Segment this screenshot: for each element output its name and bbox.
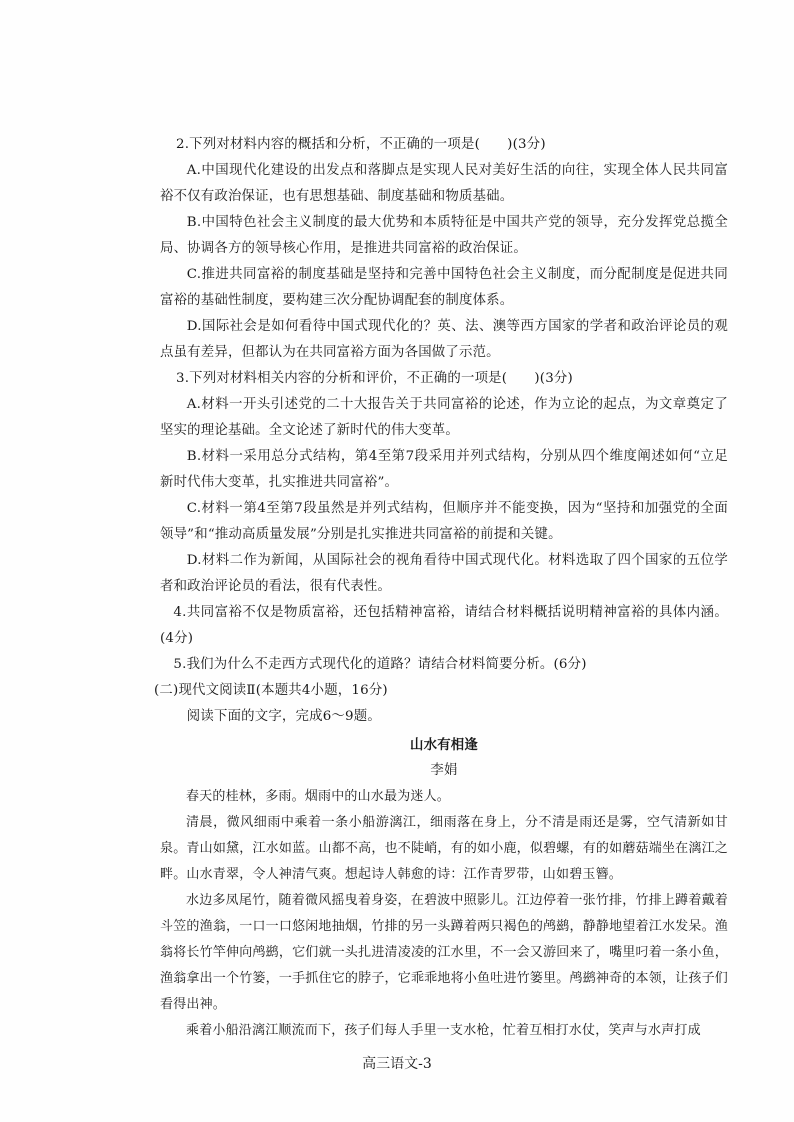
section-heading: (二)现代文阅读Ⅱ(本题共4小题，16分) bbox=[154, 683, 388, 698]
question-3-option-d: D.材料二作为新闻，从国际社会的视角看待中国式现代化。材料选取了四个国家的五位学者和政治评论员的看法，很有代表性。 bbox=[160, 553, 728, 594]
page-footer: 高三语文-3 bbox=[362, 1056, 432, 1072]
question-2-option-c: C.推进共同富裕的制度基础是坚持和完善中国特色社会主义制度，而分配制度是促进共同富裕的基础性制度，要构建三次分配协调配套的制度体系。 bbox=[160, 267, 728, 308]
question-2-option-b: B.中国特色社会主义制度的最大优势和本质特征是中国共产党的领导，充分发挥党总揽全局、协调各方的领导核心作用，是推进共同富裕的政治保证。 bbox=[160, 215, 728, 256]
section-instruction: 阅读下面的文字，完成6～9题。 bbox=[186, 709, 381, 724]
essay-author: 李娟 bbox=[430, 763, 458, 778]
question-3-option-c: C.材料一第4至第7段虽然是并列式结构，但顺序并不能变换，因为“坚持和加强党的全面领导”和“推动高质量发展”分别是扎实推进共同富裕的前提和关键。 bbox=[160, 501, 728, 542]
page-content bbox=[154, 132, 728, 1044]
essay-paragraph: 水边多凤尾竹，随着微风摇曳着身姿，在碧波中照影儿。江边停着一张竹排，竹排上蹲着戴着斗笠的渔翁，一口一口悠闲地抽烟，竹排的另一头蹲着两只褐色的鸬鹚，静静地望着江水发呆。渔翁将长竹竿伸向鸬鹚，它们就一头扎进清凌凌的江水里，不一会又游回来了，嘴里叼着一条小鱼，渔翁拿出一个竹篓，一手抓住它的脖子，它乖乖地将小鱼吐进竹篓里。鸬鹚神奇的本领，让孩子们看得出神。 bbox=[160, 893, 728, 1012]
essay-title: 山水有相逢 bbox=[410, 737, 478, 753]
essay-paragraph: 春天的桂林，多雨。烟雨中的山水最为迷人。 bbox=[186, 789, 451, 804]
essay-paragraph: 清晨，微风细雨中乘着一条小船游漓江，细雨落在身上，分不清是雨还是雾，空气清新如甘泉。青山如黛，江水如蓝。山都不高，也不陡峭，有的如小鹿，似碧螺，有的如蘑菇端坐在漓江之畔。山水青翠，令人神清气爽。想起诗人韩愈的诗：江作青罗带，山如碧玉簪。 bbox=[160, 815, 728, 882]
essay-paragraph: 乘着小船沿漓江顺流而下，孩子们每人手里一支水枪，忙着互相打水仗，笑声与水声打成 bbox=[186, 1023, 701, 1038]
question-2-option-a: A.中国现代化建设的出发点和落脚点是实现人民对美好生活的向往，实现全体人民共同富裕不仅有政治保证，也有思想基础、制度基础和物质基础。 bbox=[160, 163, 728, 204]
question-3-option-b: B.材料一采用总分式结构，第4至第7段采用并列式结构，分别从四个维度阐述如何“立足新时代伟大变革，扎实推进共同富裕”。 bbox=[160, 449, 728, 490]
question-2-stem: 2.下列对材料内容的概括和分析，不正确的一项是( )(3分) bbox=[176, 137, 546, 152]
question-5: 5.我们为什么不走西方式现代化的道路？请结合材料简要分析。(6分) bbox=[173, 657, 587, 672]
question-3-option-a: A.材料一开头引述党的二十大报告关于共同富裕的论述，作为立论的起点，为文章奠定了坚实的理论基础。全文论述了新时代的伟大变革。 bbox=[160, 397, 728, 438]
question-3-stem: 3.下列对材料相关内容的分析和评价，不正确的一项是( )(3分) bbox=[176, 371, 573, 386]
question-2-option-d: D.国际社会是如何看待中国式现代化的？英、法、澳等西方国家的学者和政治评论员的观点虽有差异，但都认为在共同富裕方面为各国做了示范。 bbox=[160, 319, 728, 360]
essay-body bbox=[160, 784, 728, 1044]
question-4: 4.共同富裕不仅是物质富裕，还包括精神富裕，请结合材料概括说明精神富裕的具体内涵。(4分) bbox=[160, 605, 728, 646]
